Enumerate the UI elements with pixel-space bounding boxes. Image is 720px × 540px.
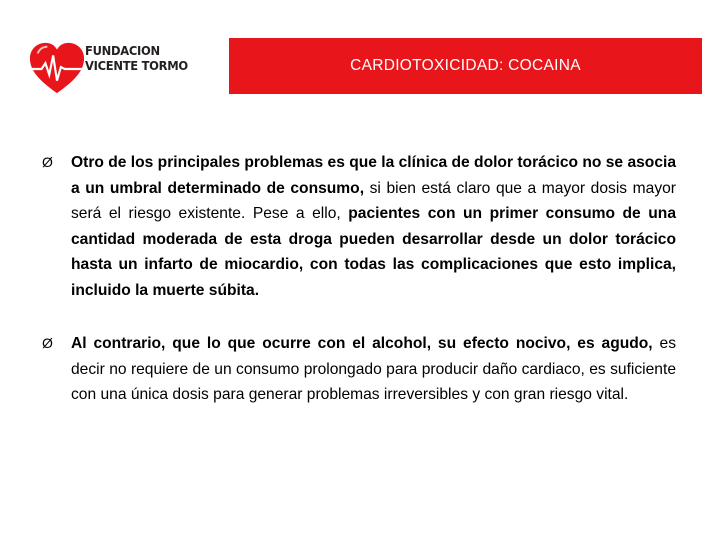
logo-line-2: VICENTE TORMO [85, 58, 188, 73]
page-title: CARDIOTOXICIDAD: COCAINA [350, 57, 581, 74]
bullet-1-text-2: si bien está claro que a mayor dosis mayor será el riesgo existente. Pese a ello, [71, 179, 676, 222]
bullet-2-text-2: es decir no requiere de un consumo prolongado para producir daño cardiaco, es suficiente con una única dosis para generar problemas irreversibles y con gran riesgo vital. [71, 335, 676, 403]
slide-content [42, 150, 676, 436]
arrow-bullet-icon: Ø [42, 335, 53, 351]
bullet-2-bold-1: Al contrario, que lo que ocurre con el alcohol, su efecto nocivo, es agudo, [71, 335, 653, 352]
arrow-bullet-icon: Ø [42, 154, 53, 170]
bullet-item-1 [42, 150, 676, 303]
title-bar [229, 38, 702, 94]
logo-line-1: FUNDACION [85, 43, 160, 58]
logo-text [85, 43, 188, 73]
bullet-1-bold-3: pacientes con un primer consumo de una cantidad moderada de esta droga pueden desarrollar desde un dolor torácico hasta un infarto de miocardio, con todas las complicaciones que esto implica, incluido la muerte súbita. [71, 205, 676, 299]
bullet-item-2 [42, 331, 676, 408]
bullet-1-bold-1: Otro de los principales problemas es que la clínica de dolor torácico no se asocia a un umbral determinado de consumo, [71, 154, 676, 197]
heart-ecg-icon [28, 40, 86, 98]
fundacion-logo [28, 40, 208, 102]
